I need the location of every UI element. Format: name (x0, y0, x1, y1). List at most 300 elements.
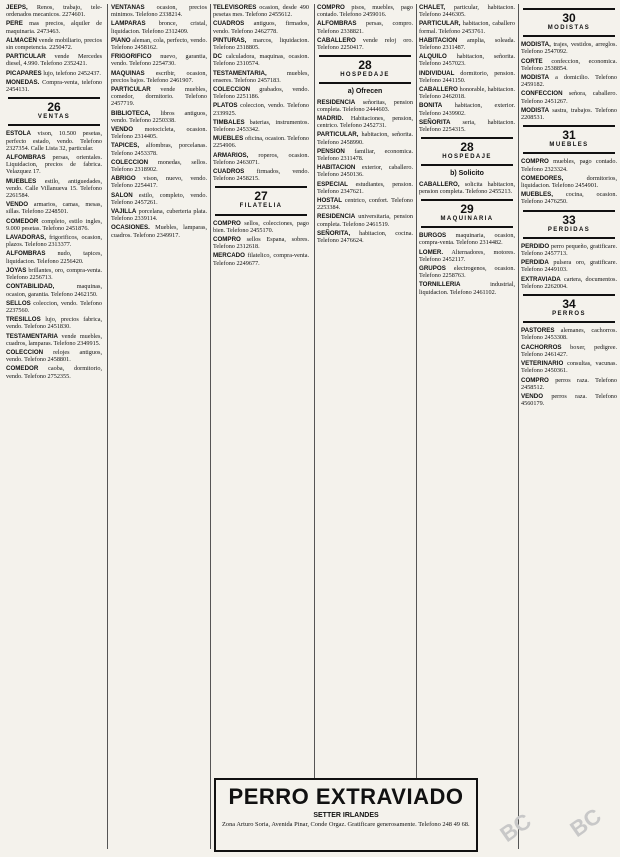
section-header (319, 55, 411, 84)
classified-ad (419, 281, 515, 295)
classified-ad (6, 178, 102, 200)
classified-ad (213, 252, 309, 266)
ad-text: vison, nuevo, vendo. Telefono 2254417. (111, 175, 207, 190)
ad-lead-word: MODISTA (521, 74, 550, 82)
classified-column-6 (521, 4, 617, 849)
ad-lead-word: PICAPARES (6, 69, 42, 77)
ad-text: maquinaria, ocasion, compra-venta. Telefono 2314482. (419, 232, 515, 247)
ad-text: particular, habitacion. Telefono 2446305. (419, 4, 515, 19)
ad-text: vende reloj oro. Telefono 2250417. (317, 36, 413, 52)
ad-text: vison, 10.500 pesetas, perfecto estado, vendo. Telefono 2327354. Calle Lista 32, particular. (6, 130, 102, 152)
ad-text: completo, estilo ingles, 9.000 pesetas. Telefono 2451876. (6, 217, 102, 232)
classified-ad (521, 90, 617, 104)
ad-lead-word: COMPRO (213, 236, 241, 244)
section-number: 26 (47, 100, 61, 115)
section-number: 29 (460, 202, 474, 217)
ad-text: antiguos, firmados, vendo. Telefono 2462778. (213, 20, 309, 35)
classified-ad (317, 99, 413, 113)
ad-lead-word: DC (213, 53, 222, 61)
ad-text: señora, caballero. Telefono 2451267. (521, 90, 617, 105)
ad-lead-word: ESPECIAL (317, 180, 348, 188)
ad-lead-word: COMPRO (521, 158, 549, 166)
ad-lead-word: PERE (6, 20, 23, 28)
section-header (523, 125, 615, 154)
ad-text: grabados, vendo. Telefono 2251186. (213, 86, 309, 101)
classified-ad (213, 4, 309, 18)
ad-lead-word: PERDIDA (521, 259, 549, 267)
ad-lead-word: TESTAMENTARIA, (213, 69, 267, 77)
ad-lead-word: COMEDORES, (521, 174, 564, 182)
classified-ad (521, 58, 617, 72)
classified-ad (6, 4, 102, 18)
classified-ad (111, 126, 207, 140)
ad-lead-word: BONITA (419, 102, 443, 110)
ad-lead-word: MERCADO (213, 252, 245, 260)
classified-ad (111, 4, 207, 18)
section-header (215, 186, 307, 215)
ad-lead-word: TAPICES, (111, 142, 140, 150)
ad-text: señoritas, pension completa. Telefono 2444603. (317, 98, 413, 113)
ad-text: alemanes, cachorros. Telefono 2453308. (521, 327, 617, 342)
classified-ad (521, 344, 617, 358)
ad-text: sastra, trabajos. Telefono 2208531. (521, 106, 617, 122)
classified-ad (111, 159, 207, 173)
lost-dog-breed: SETTER IRLANDES (313, 812, 379, 819)
classified-ad (111, 192, 207, 206)
classified-ad (111, 224, 207, 238)
ad-text: universitaria, pension completa. Telefono 2461519. (317, 213, 413, 228)
ad-lead-word: CABALLERO (317, 36, 356, 44)
classified-ad (213, 37, 309, 51)
classified-ad (213, 86, 309, 100)
ad-lead-word: MONEDAS. (6, 78, 40, 86)
column-divider (210, 4, 211, 849)
classified-ad (419, 20, 515, 34)
ad-text: firmados, vendo. Telefono 2458215. (213, 168, 309, 183)
ad-text: escribir, ocasion, precios bajos. Telefono 2461907. (111, 69, 207, 84)
classified-ad (317, 164, 413, 178)
ad-lead-word: CABALLERO, (419, 180, 460, 188)
ad-text: motocicleta, ocasion. Telefono 2314405. (111, 126, 207, 141)
classified-ad (419, 181, 515, 195)
ad-lead-word: CONTABILIDAD, (6, 283, 55, 291)
ad-lead-word: MUEBLES, (521, 191, 553, 199)
ad-text: marcos, liquidacion. Telefono 2318805. (213, 36, 309, 52)
classified-ad (317, 181, 413, 195)
ad-lead-word: JEEPS, (6, 4, 28, 11)
section-number: 33 (562, 212, 576, 227)
ad-lead-word: COLECCION (213, 86, 251, 94)
ad-lead-word: VENDO (111, 126, 134, 134)
ad-text: maquinas, ocasion, garantia. Telefono 2462150. (6, 283, 102, 298)
ad-text: habitacion, señorita. Telefono 2457023. (419, 53, 515, 68)
classified-ad (6, 349, 102, 363)
ad-lead-word: SEÑORITA, (317, 229, 351, 237)
classified-ad (317, 115, 413, 129)
classified-ad (419, 53, 515, 67)
ad-text: vende muebles, cuadros, lamparas. Telefono 2349915. (6, 332, 102, 347)
ad-text: a domicilio. Telefono 2459182. (521, 74, 617, 89)
ad-text: perro pequeño, gratificare. Telefono 2457713. (521, 242, 617, 258)
classified-ad (317, 131, 413, 145)
classified-ad (419, 86, 515, 100)
ad-lead-word: PARTICULAR (6, 53, 46, 61)
classified-ad (521, 175, 617, 189)
ad-text: lujo, telefono 2452437. (43, 69, 101, 77)
ad-lead-word: MUEBLES (213, 135, 244, 143)
ad-lead-word: TORNILLERIA (419, 281, 461, 289)
ad-text: monedas, sellos. Telefono 2318902. (111, 158, 207, 174)
classified-ad (6, 20, 102, 34)
ad-lead-word: ALQUILO (419, 53, 447, 61)
ad-text: seria, habitacion. Telefono 2254315. (419, 118, 515, 134)
classified-column-3 (213, 4, 309, 849)
ad-lead-word: ALFOMBRAS (6, 250, 46, 258)
classified-ad (317, 148, 413, 162)
classified-ad (213, 236, 309, 250)
ad-lead-word: COMPRO (213, 219, 241, 227)
ad-lead-word: CHALET, (419, 4, 446, 11)
ad-lead-word: VAJILLA (111, 208, 137, 216)
ad-text: vende muebles, comedor, dormitorio. Telefono 2457719. (111, 86, 207, 108)
classified-ad (111, 53, 207, 67)
ad-lead-word: HABITACION (317, 164, 356, 172)
ad-text: Alternadores, motores. Telefono 2452117. (419, 248, 515, 263)
ad-text: ocasion, precios minimos. Telefono 2338214. (111, 4, 207, 19)
ad-lead-word: MAQUINAS (111, 69, 145, 77)
classified-ad (213, 135, 309, 149)
ad-text: Muebles, lamparas, cuadros. Telefono 2349917. (111, 224, 207, 239)
ad-lead-word: COLECCION (111, 158, 149, 166)
ad-text: solicita habitacion, pension completa. Telefono 2455213. (419, 180, 515, 195)
classified-ad (419, 119, 515, 133)
classified-ad (317, 213, 413, 227)
ad-lead-word: PARTICULAR (111, 86, 151, 94)
classified-ad (419, 232, 515, 246)
ad-text: familiar, economica. Telefono 2311478. (317, 147, 413, 163)
section-title: MUEBLES (549, 142, 589, 149)
ad-lead-word: PIANO (111, 36, 131, 44)
classified-ad (6, 154, 102, 176)
ad-text: armarios, camas, mesas, sillas. Telefono 2248501. (6, 201, 102, 216)
ad-text: boxer, pedigree. Telefono 2461427. (521, 343, 617, 358)
classified-ad (213, 152, 309, 166)
ad-text: industrial, liquidacion. Telefono 2461102. (419, 281, 515, 296)
classified-ad (521, 243, 617, 257)
classified-ad (521, 259, 617, 273)
ad-lead-word: VENDO (6, 201, 29, 209)
ad-text: Renos, trabajo, tele-ordenados mecanicos. 2274601. (6, 4, 102, 19)
classified-ad (6, 365, 102, 379)
ad-text: alfombras, porcelanas. Telefono 2453378. (111, 142, 207, 157)
ad-lead-word: CUADROS (213, 20, 245, 28)
classified-ad (213, 119, 309, 133)
ad-lead-word: CONFECCION (521, 90, 563, 98)
ad-lead-word: SALON (111, 191, 133, 199)
classified-ad (111, 208, 207, 222)
section-header (523, 294, 615, 323)
ad-lead-word: CABALLERO (419, 86, 458, 94)
classified-ad (521, 360, 617, 374)
ad-text: dormitorios, liquidacion. Telefono 2454901. (521, 174, 617, 190)
ad-lead-word: TESTAMENTARIA (6, 332, 59, 340)
classified-column-2 (111, 4, 207, 849)
ad-lead-word: JOYAS (6, 266, 27, 274)
ad-text: habitacion, señorita. Telefono 2458990. (317, 131, 413, 146)
ad-text: exterior, caballero. Telefono 2450136. (317, 164, 413, 179)
classified-ad (6, 283, 102, 297)
section-title: MODISTAS (547, 25, 591, 31)
section-title: MAQUINARIA (440, 216, 494, 223)
classified-ad (213, 168, 309, 182)
classified-ad (6, 37, 102, 51)
classified-ad (317, 230, 413, 244)
section-title: VENTAS (37, 114, 71, 121)
classified-ad (521, 327, 617, 341)
classified-ad (6, 53, 102, 67)
ad-text: porcelana, cuberteria plata. Telefono 2339114. (111, 208, 207, 223)
ad-text: habitacion, exterior. Telefono 2439902. (419, 102, 515, 117)
section-header (523, 210, 615, 239)
ad-text: brillantes, oro, compra-venta. Telefono 2256713. (6, 266, 102, 282)
watermark: BC (495, 808, 536, 847)
classified-ad (6, 130, 102, 152)
classified-ad (521, 191, 617, 205)
classified-ad (111, 37, 207, 51)
classified-ad (317, 4, 413, 18)
ad-text: relojes antiguos, vendo. Telefono 2458801. (6, 348, 102, 364)
watermark: BC (565, 803, 606, 842)
ad-lead-word: ALFOMBRAS (6, 154, 46, 162)
ad-text: coleccion, vendo. Telefono 2339925. (213, 102, 309, 117)
ad-text: sellos, colecciones, pago bien. Telefono 2455170. (213, 219, 309, 234)
classified-ad (6, 300, 102, 314)
ad-text: oficina, ocasion. Telefono 2254906. (213, 135, 309, 150)
classified-ad (213, 20, 309, 34)
ad-text: centrico, confort. Telefono 2253384. (317, 197, 413, 212)
classified-ad (213, 220, 309, 234)
classified-ad (6, 316, 102, 330)
ad-lead-word: HABITACION (419, 36, 458, 44)
ad-text: sellos Espana, sobres. Telefono 2312618. (213, 236, 309, 251)
classified-ad (317, 197, 413, 211)
ad-lead-word: LAVADORAS, (6, 234, 46, 242)
ad-text: electrogenos, ocasion. Telefono 2258763. (419, 265, 515, 280)
ad-lead-word: PINTURAS, (213, 36, 247, 44)
ad-lead-word: RESIDENCIA (317, 213, 356, 221)
classified-ad (317, 20, 413, 34)
ad-text: Compra-venta, telefono 2454131. (6, 78, 102, 94)
section-number: 30 (562, 11, 576, 25)
ad-text: lujo, precios fabrica, vendo. Telefono 2451830. (6, 316, 102, 331)
ad-text: coleccion, vendo. Telefono 2237560. (6, 299, 102, 314)
classified-ad (6, 267, 102, 281)
ad-text: amplia, soleada. Telefono 2311487. (419, 36, 515, 52)
section-header (421, 137, 513, 166)
ad-text: trajes, vestidos, arreglos. Telefono 2547092. (521, 41, 617, 56)
ad-lead-word: ESTOLA (6, 130, 31, 138)
ad-lead-word: GRUPOS (419, 265, 446, 273)
ad-text: pulsera oro, gratificare. Telefono 2449103. (521, 259, 617, 274)
ad-text: bronce, cristal, liquidacion. Telefono 2312409. (111, 20, 207, 35)
ad-text: muebles, enseres. Telefono 2457183. (213, 69, 309, 84)
classified-ad (419, 265, 515, 279)
ad-text: persas, orientales. Liquidacion, precios de fabrica. Velazquez 17. (6, 154, 102, 176)
ad-lead-word: PERDIDO (521, 242, 550, 250)
ad-text: habitacion, cocina. Telefono 2476624. (317, 229, 413, 245)
ad-text: aleman, cola, perfecto, vendo. Telefono 2458162. (111, 36, 207, 52)
classified-ad (521, 393, 617, 407)
ad-lead-word: CACHORROS (521, 343, 562, 351)
ad-lead-word: VETERINARIO (521, 360, 564, 368)
ad-lead-word: TELEVISORES (213, 4, 257, 11)
classified-ad (6, 70, 102, 77)
section-number: 28 (358, 58, 372, 73)
ad-text: pisos, muebles, pago contado. Telefono 2459016. (317, 4, 413, 19)
ad-text: dormitorio, pension. Telefono 2441150. (419, 69, 515, 84)
ad-lead-word: LAMPARAS (111, 20, 146, 28)
ad-lead-word: COMEDOR (6, 217, 39, 225)
ad-text: nudo, tapices, liquidacion. Telefono 2256420. (6, 250, 102, 265)
ad-text: vende mobiliario, precios sin competencia. 2250472. (6, 36, 102, 52)
ad-lead-word: HOSTAL (317, 197, 342, 205)
classified-column-5 (419, 4, 515, 849)
ad-lead-word: VENTANAS (111, 4, 145, 11)
ad-text: cocina, ocasion. Telefono 2476250. (521, 191, 617, 206)
ad-text: cartera, documentos. Telefono 2262004. (521, 275, 617, 290)
classified-ad (521, 276, 617, 290)
ad-lead-word: TRESILLOS (6, 316, 41, 324)
ad-text: estilo, antiguedades, vendo. Calle Villanueva 15. Telefono 2261584. (6, 177, 102, 200)
ad-lead-word: LOMER. (419, 248, 444, 256)
ad-lead-word: PENSION (317, 147, 345, 155)
section-header (8, 97, 100, 126)
ad-lead-word: ALMACEN (6, 36, 37, 44)
classified-ad (317, 37, 413, 51)
ad-lead-word: BIBLIOTECA, (111, 109, 151, 117)
classified-ad (419, 4, 515, 18)
column-divider (518, 4, 519, 849)
section-title: HOSPEDAJE (442, 154, 492, 161)
classified-ad (419, 102, 515, 116)
ad-text: libros antiguos, vendo. Telefono 2250338. (111, 109, 207, 124)
ad-lead-word: BURGOS (419, 232, 447, 240)
ad-lead-word: MUEBLES (6, 177, 37, 185)
ad-lead-word: COMPRO (521, 376, 549, 384)
ad-lead-word: PARTICULAR, (419, 20, 461, 28)
ad-text: consultas, vacunas. Telefono 2450361. (521, 360, 617, 375)
classified-ad (6, 218, 102, 232)
classified-ad (419, 37, 515, 51)
section-number: 31 (562, 128, 576, 143)
section-number: 28 (460, 140, 474, 155)
ad-text: perros raza. Telefono 2458512. (521, 376, 617, 391)
ad-text: muebles, pago contado. Telefono 2323324. (521, 158, 617, 173)
classified-ad (6, 234, 102, 248)
ad-lead-word: COLECCION (6, 348, 44, 356)
ad-lead-word: MODISTA (521, 106, 550, 114)
ad-lead-word: OCASIONES. (111, 224, 150, 232)
classified-ad (521, 107, 617, 121)
ad-text: confeccion, economica. Telefono 2538854. (521, 57, 617, 72)
classified-ad (111, 175, 207, 189)
classified-ad (111, 110, 207, 124)
lost-dog-ad (214, 778, 478, 852)
classified-ad (521, 41, 617, 55)
classified-ad (6, 333, 102, 347)
ad-lead-word: VENDO (521, 392, 544, 400)
ad-text: filatelico, compra-venta. Telefono 2249677. (213, 252, 309, 267)
ad-lead-word: SEÑORITA (419, 118, 451, 126)
ad-text: caoba, dormitorio, vendo. Telefono 2752355. (6, 365, 102, 380)
ad-lead-word: ALFOMBRAS (317, 20, 357, 28)
section-header (421, 199, 513, 228)
classified-ad (419, 70, 515, 84)
column-divider (314, 4, 315, 849)
ad-lead-word: CORTE (521, 57, 543, 65)
classified-ad (6, 201, 102, 215)
section-subheading: b) Solicito (450, 170, 484, 178)
ad-lead-word: PLATOS (213, 102, 238, 110)
section-title: FILATELIA (239, 203, 283, 210)
ad-lead-word: EXTRAVIADA (521, 275, 561, 283)
ad-text: vende Mercedes diesel, 4.990. Telefono 2352421. (6, 53, 102, 68)
classified-ad (6, 79, 102, 93)
classified-ad (111, 86, 207, 108)
classified-ad (213, 102, 309, 116)
ad-lead-word: ARMARIOS, (213, 151, 249, 159)
ad-text: estilo, completo, vendo. Telefono 2457261. (111, 191, 207, 206)
ad-lead-word: COMEDOR (6, 365, 39, 373)
ad-text: Habitaciones, pension, centrico. Telefono 2452731. (317, 115, 413, 130)
ad-text: calculadora, maquinas, ocasion. Telefono 2310574. (213, 53, 309, 68)
ad-lead-word: CUADROS (213, 168, 245, 176)
classified-column-1 (6, 4, 102, 849)
classified-ad (419, 249, 515, 263)
ad-lead-word: COMPRO (317, 4, 345, 11)
ad-text: persas, compro. Telefono 2338821. (317, 20, 413, 35)
ad-lead-word: PASTORES (521, 327, 555, 335)
ad-lead-word: MODISTA, (521, 41, 551, 49)
classified-column-4 (317, 4, 413, 849)
ad-text: honorable, habitacion. Telefono 2462018. (419, 86, 515, 101)
ad-lead-word: ABRIGO (111, 175, 136, 183)
classified-ad (6, 250, 102, 264)
ad-text: habitacion, caballero formal. Telefono 2453761. (419, 20, 515, 35)
ad-lead-word: MADRID. (317, 115, 344, 123)
classified-ad (521, 158, 617, 172)
lost-dog-text: Zona Arturo Soria, Avenida Pinar, Conde Orgaz. Gratificare generosamente. Telefono 248 49 68. (222, 821, 470, 828)
ad-lead-word: RESIDENCIA (317, 98, 356, 106)
ad-text: mas precios, alquiler de maquinaria. 2473463. (6, 20, 102, 35)
lost-dog-headline: PERRO EXTRAVIADO (228, 784, 464, 809)
section-number: 27 (254, 189, 268, 204)
ad-text: roperos, ocasion. Telefono 2463071. (213, 151, 309, 166)
section-title: PERROS (552, 311, 586, 318)
ad-text: perros raza. Telefono 4560179. (521, 392, 617, 408)
ad-lead-word: TIMBALES (213, 118, 245, 126)
ad-text: baterias, instrumentos. Telefono 2453342. (213, 118, 309, 134)
ad-lead-word: SELLOS (6, 299, 31, 307)
ad-lead-word: FRIGORIFICO (111, 53, 152, 61)
ad-text: ocasion, desde 490 pesetas mes. Telefono 2455612. (213, 4, 309, 19)
column-divider (416, 4, 417, 849)
ad-text: estudiantes, pension. Telefono 2347621. (317, 180, 413, 195)
classified-ad (111, 70, 207, 84)
ad-lead-word: PARTICULAR, (317, 131, 359, 139)
classified-ad (111, 20, 207, 34)
ad-text: frigorificos, ocasion, plazos. Telefono 2313377. (6, 234, 102, 249)
